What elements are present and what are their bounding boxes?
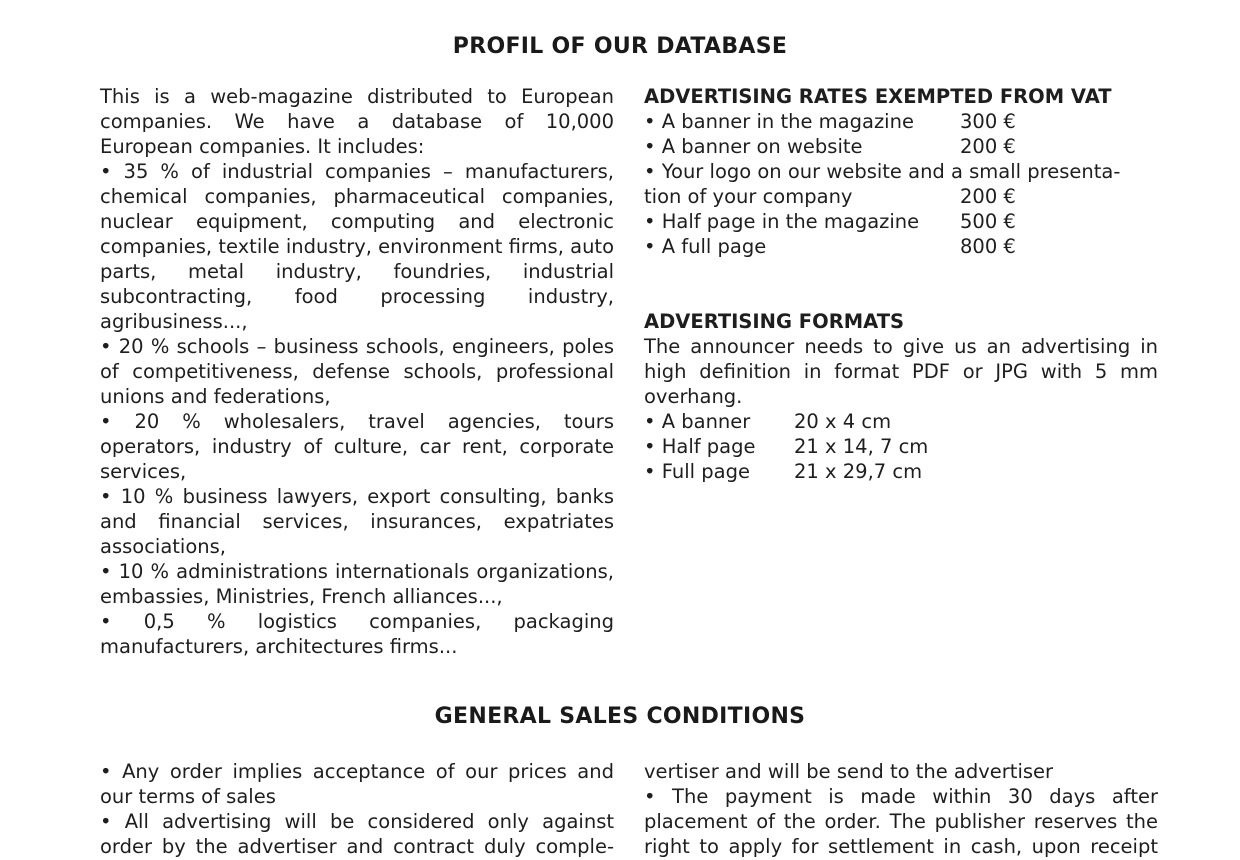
- profile-item: • 10 % business lawyers, export consulting, banks and financial services, insurances, expatriates associations,: [100, 485, 614, 558]
- rate-row: [644, 234, 1158, 259]
- profile-item: • 20 % wholesalers, travel agencies, tours operators, industry of culture, car rent, corporate services,: [100, 410, 614, 483]
- format-row: [644, 434, 1158, 459]
- sales-item: • All advertising will be considered only against order by the advertiser and contract duly comple-: [100, 810, 614, 858]
- rate-row: [644, 184, 1158, 209]
- rate-label: tion of your company: [644, 185, 853, 208]
- profile-item: • 20 % schools – business schools, engineers, poles of competitiveness, defense schools, professional unions and federations,: [100, 335, 614, 408]
- rate-value: 800 €: [960, 235, 1016, 258]
- rate-logo-line: • Your logo on our website and a small presenta-: [644, 160, 1121, 183]
- sales-right-column: [644, 759, 1158, 859]
- profile-column: [100, 84, 614, 659]
- page-title-sales: GENERAL SALES CONDITIONS: [434, 704, 806, 729]
- format-row: [644, 459, 1158, 484]
- rate-row: [644, 209, 1158, 234]
- format-label: • A banner: [644, 410, 751, 433]
- formats-title: ADVERTISING FORMATS: [644, 310, 905, 333]
- sales-item: vertiser and will be send to the advertiser: [644, 760, 1054, 783]
- page-title-profile: PROFIL OF OUR DATABASE: [452, 34, 788, 59]
- format-value: 21 x 14, 7 cm: [794, 435, 929, 458]
- rate-label: • Half page in the magazine: [644, 210, 920, 233]
- format-row: [644, 409, 1158, 434]
- format-value: 20 x 4 cm: [794, 410, 892, 433]
- format-label: • Half page: [644, 435, 756, 458]
- format-label: • Full page: [644, 460, 750, 483]
- format-value: 21 x 29,7 cm: [794, 460, 923, 483]
- rate-value: 200 €: [960, 135, 1016, 158]
- sales-item: • Any order implies acceptance of our prices and our terms of sales: [100, 760, 614, 808]
- rates-title: ADVERTISING RATES EXEMPTED FROM VAT: [644, 85, 1112, 108]
- rate-value: 300 €: [960, 110, 1016, 133]
- rates-column: [644, 84, 1158, 484]
- formats-text: The announcer needs to give us an advertising in high definition in format PDF or JPG with 5 mm overhang.: [644, 335, 1158, 408]
- profile-intro: This is a web-magazine distributed to European companies. We have a database of 10,000 European companies. It includes:: [100, 85, 614, 158]
- rate-value: 200 €: [960, 185, 1016, 208]
- rate-label: • A banner in the magazine: [644, 110, 914, 133]
- sales-item: • The payment is made within 30 days after placement of the order. The publisher reserves the right to apply for settlement in cash, upon receipt: [644, 785, 1158, 858]
- profile-item: • 0,5 % logistics companies, packaging manufacturers, architectures firms...: [100, 610, 614, 658]
- profile-item: • 35 % of industrial companies – manufacturers, chemical companies, pharmaceutical companies, nuclear equipment, computing and electronic companies, textile industry, environment firms, auto parts, metal industry, foundries, industrial subcontracting, food processing industry, agribusiness...,: [100, 160, 614, 333]
- rate-value: 500 €: [960, 210, 1016, 233]
- rate-row: [644, 109, 1158, 134]
- sales-left-column: [100, 759, 614, 859]
- rate-label: • A banner on website: [644, 135, 863, 158]
- rate-row: [644, 134, 1158, 159]
- profile-item: • 10 % administrations internationals organizations, embassies, Ministries, French alliances...,: [100, 560, 614, 608]
- rate-label: • A full page: [644, 235, 767, 258]
- spacer: [644, 259, 1158, 309]
